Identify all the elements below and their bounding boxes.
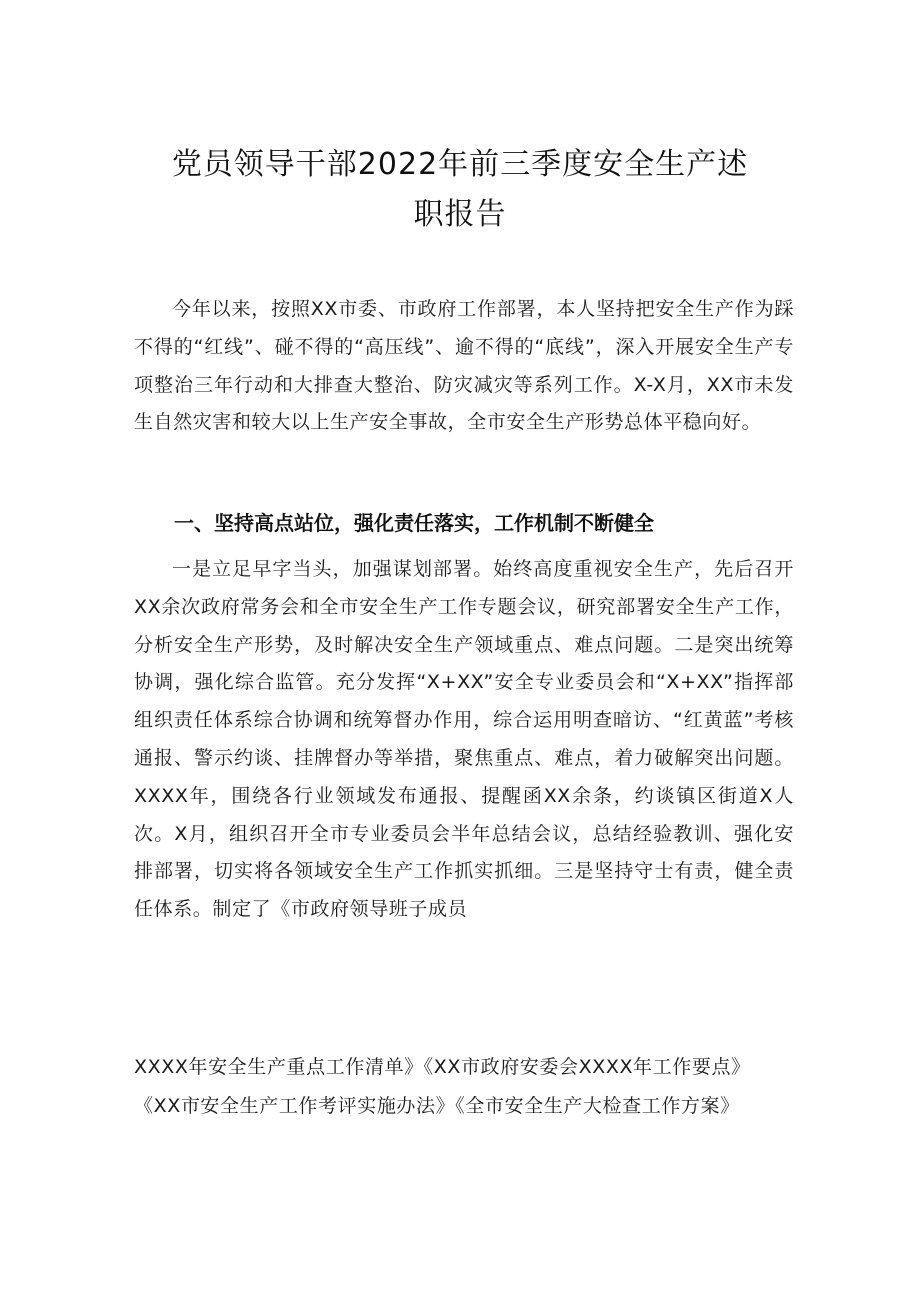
section-1-paragraph: 一是立足早字当头，加强谋划部署。始终高度重视安全生产，先后召开XX余次政府常务会和全市安全生产工作专题会议，研究部署安全生产工作，分析安全生产形势，及时解决安全生产领域重点、难点问题。二是突出统筹协调，强化综合监管。充分发挥“X+XX”安全专业委员会和“X+XX”指挥部组织责任体系综合协调和统筹督办作用，综合运用明查暗访、“红黄蓝”考核通报、警示约谈、挂牌督办等举措，聚焦重点、难点，着力破解突出问题。XXXX年，围绕各行业领域发布通报、提醒函XX余条，约谈镇区街道X人次。X月，组织召开全市专业委员会半年总结会议，总结经验教训、强化安排部署，切实将各领域安全生产工作抓实抓细。三是坚持守士有责，健全责任体系。制定了《市政府领导班子成员	[134, 558, 794, 921]
reference-line-2: 《XX市安全生产工作考评实施办法》《全市安全生产大检查工作方案》	[134, 1095, 740, 1117]
reference-line-1: XXXX年安全生产重点工作清单》《XX市政府安委会XXXX年工作要点》	[134, 1056, 751, 1078]
section-1-heading: 一、坚持高点站位，强化责任落实，工作机制不断健全	[174, 511, 654, 535]
title-line-2: 职报告	[413, 197, 507, 232]
intro-paragraph: 今年以来，按照XX市委、市政府工作部署，本人坚持把安全生产作为踩不得的“红线”、碰不得的“高压线”、逾不得的“底线”，深入开展安全生产专项整治三年行动和大排查大整治、防灾减灾等系列工作。X-X月，XX市未发生自然灾害和较大以上生产安全事故，全市安全生产形势总体平稳向好。	[134, 298, 794, 434]
document-title	[120, 140, 800, 240]
title-line-1: 党员领导干部2022年前三季度安全生产述	[171, 147, 749, 182]
